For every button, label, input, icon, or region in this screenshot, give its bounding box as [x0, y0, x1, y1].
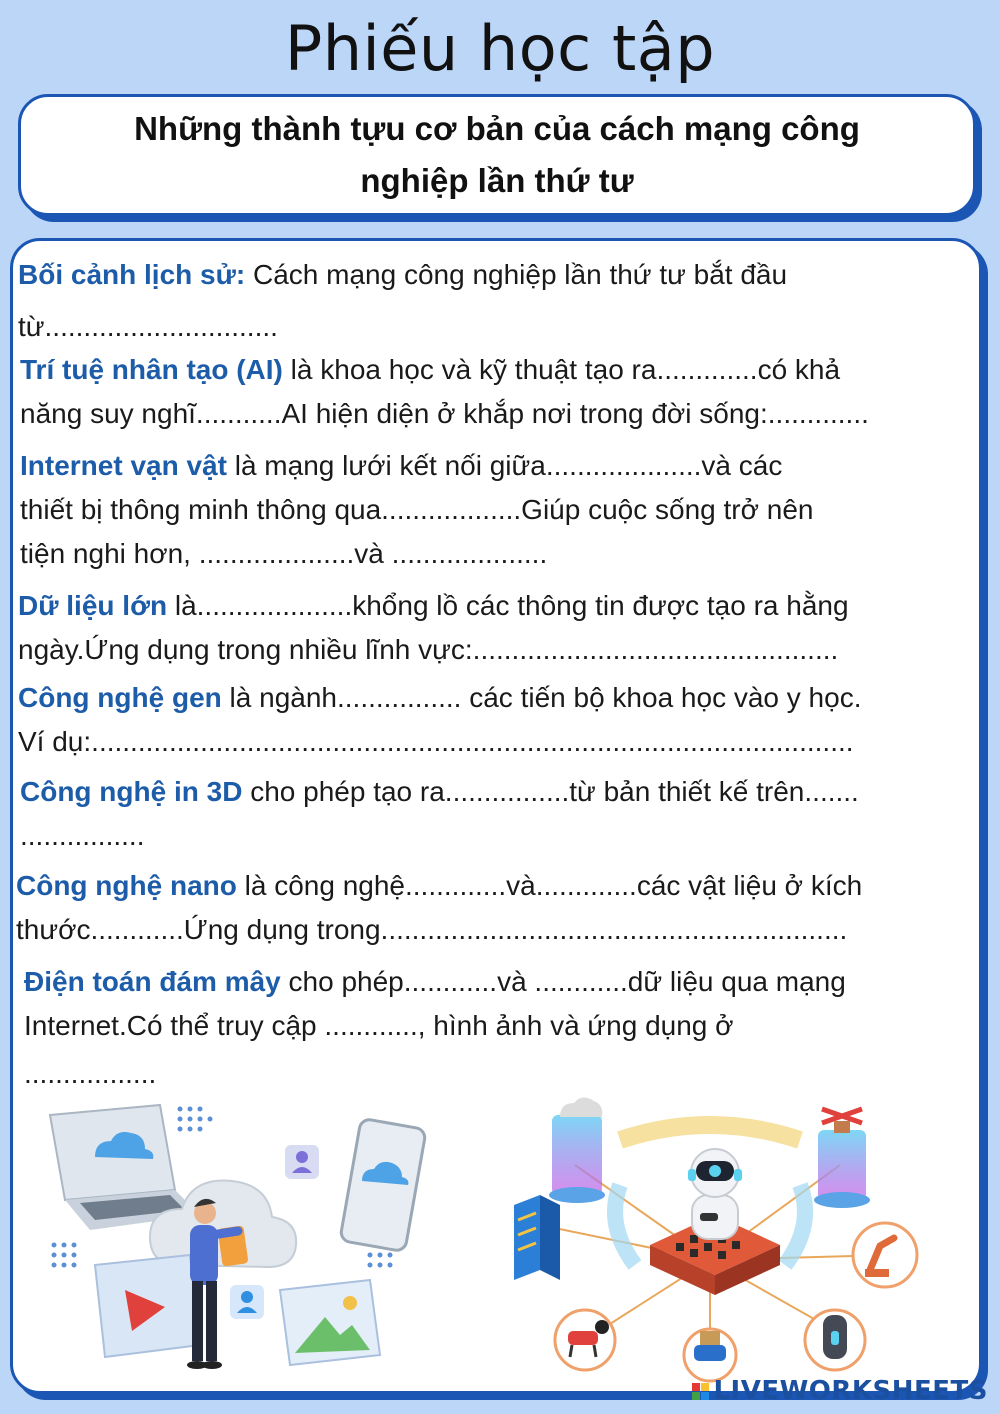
smart-speaker-icon: [805, 1310, 865, 1370]
robot-dog-icon: [555, 1310, 615, 1370]
section-iot: [20, 444, 990, 576]
smartphone-icon: [340, 1118, 427, 1252]
video-player-icon: [95, 1255, 200, 1357]
section-text: ngày.Ứng dụng trong nhiều lĩnh vực:...............................................: [18, 634, 839, 665]
section-big-data: [18, 584, 988, 672]
hologram-arc: [620, 1125, 800, 1140]
section-historical-context: [18, 253, 988, 349]
page-title: Phiếu học tập: [284, 12, 716, 85]
section-keyword: Công nghệ nano: [16, 870, 237, 901]
section-keyword: Internet vạn vật: [20, 450, 227, 481]
section-text: .................: [24, 1058, 157, 1089]
section-gene-tech: [18, 676, 988, 764]
user-icon: [285, 1145, 319, 1179]
section-text: Cách mạng công nghiệp lần thứ tư bắt đầu: [245, 259, 788, 290]
liveworksheets-logo-icon: [692, 1383, 709, 1400]
section-keyword: Điện toán đám mây: [24, 966, 281, 997]
section-cloud-computing: [24, 960, 994, 1096]
image-icon: [280, 1280, 380, 1365]
section-text: ................: [20, 820, 145, 851]
section-text: là khoa học và kỹ thuật tạo ra.............có khả: [282, 354, 841, 385]
liveworksheets-watermark: [692, 1376, 988, 1406]
cloud-server-pillar-icon: [549, 1097, 605, 1203]
drone-pillar-icon: [814, 1109, 870, 1208]
section-nanotech: [16, 864, 986, 952]
section-text: tiện nghi hơn, ....................và ....................: [20, 538, 548, 569]
cloud-computing-illustration: [40, 1095, 440, 1385]
subtitle-line-1: Những thành tựu cơ bản của cách mạng công: [134, 110, 860, 147]
section-text: là....................khổng lồ các thông tin được tạo ra hằng: [167, 590, 849, 621]
subtitle-box: [18, 94, 976, 216]
section-text: từ..............................: [18, 311, 278, 342]
section-ai: [20, 348, 990, 436]
section-text: năng suy nghĩ...........AI hiện diện ở khắp nơi trong đời sống:.............: [20, 398, 869, 429]
section-3d-printing: [20, 770, 990, 858]
robot-icon: [688, 1149, 742, 1239]
subtitle: [57, 103, 937, 207]
robotic-arm-icon: [853, 1223, 917, 1287]
watermark-text: LIVEWORKSHEETS: [713, 1376, 988, 1406]
delivery-robot-icon: [684, 1329, 736, 1381]
section-text: là công nghệ.............và.............các vật liệu ở kích: [236, 870, 863, 901]
ai-robot-network-illustration: [500, 1095, 980, 1385]
section-text: thước............Ứng dụng trong............................................................: [16, 914, 848, 945]
section-text: là mạng lưới kết nối giữa....................và các: [226, 450, 783, 481]
section-text: Ví dụ:..................................................................................................: [18, 726, 854, 757]
section-text: cho phép tạo ra................từ bản thiết kế trên.......: [242, 776, 859, 807]
section-keyword: Công nghệ in 3D: [20, 776, 243, 807]
server-tower-icon: [514, 1195, 560, 1280]
user-icon: [230, 1285, 264, 1319]
section-text: là ngành................ các tiến bộ khoa học vào y học.: [221, 682, 862, 713]
subtitle-line-2: nghiệp lần thứ tư: [360, 162, 634, 199]
section-text: Internet.Có thể truy cập ............, hình ảnh và ứng dụng ở: [24, 1010, 734, 1041]
hologram-arc: [615, 1185, 635, 1265]
section-keyword: Trí tuệ nhân tạo (AI): [20, 354, 283, 385]
section-text: thiết bị thông minh thông qua..................Giúp cuộc sống trở nên: [20, 494, 814, 525]
section-keyword: Dữ liệu lớn: [18, 590, 168, 621]
section-keyword: Bối cảnh lịch sử:: [18, 259, 246, 290]
section-keyword: Công nghệ gen: [18, 682, 222, 713]
section-text: cho phép............và ............dữ liệu qua mạng: [280, 966, 846, 997]
